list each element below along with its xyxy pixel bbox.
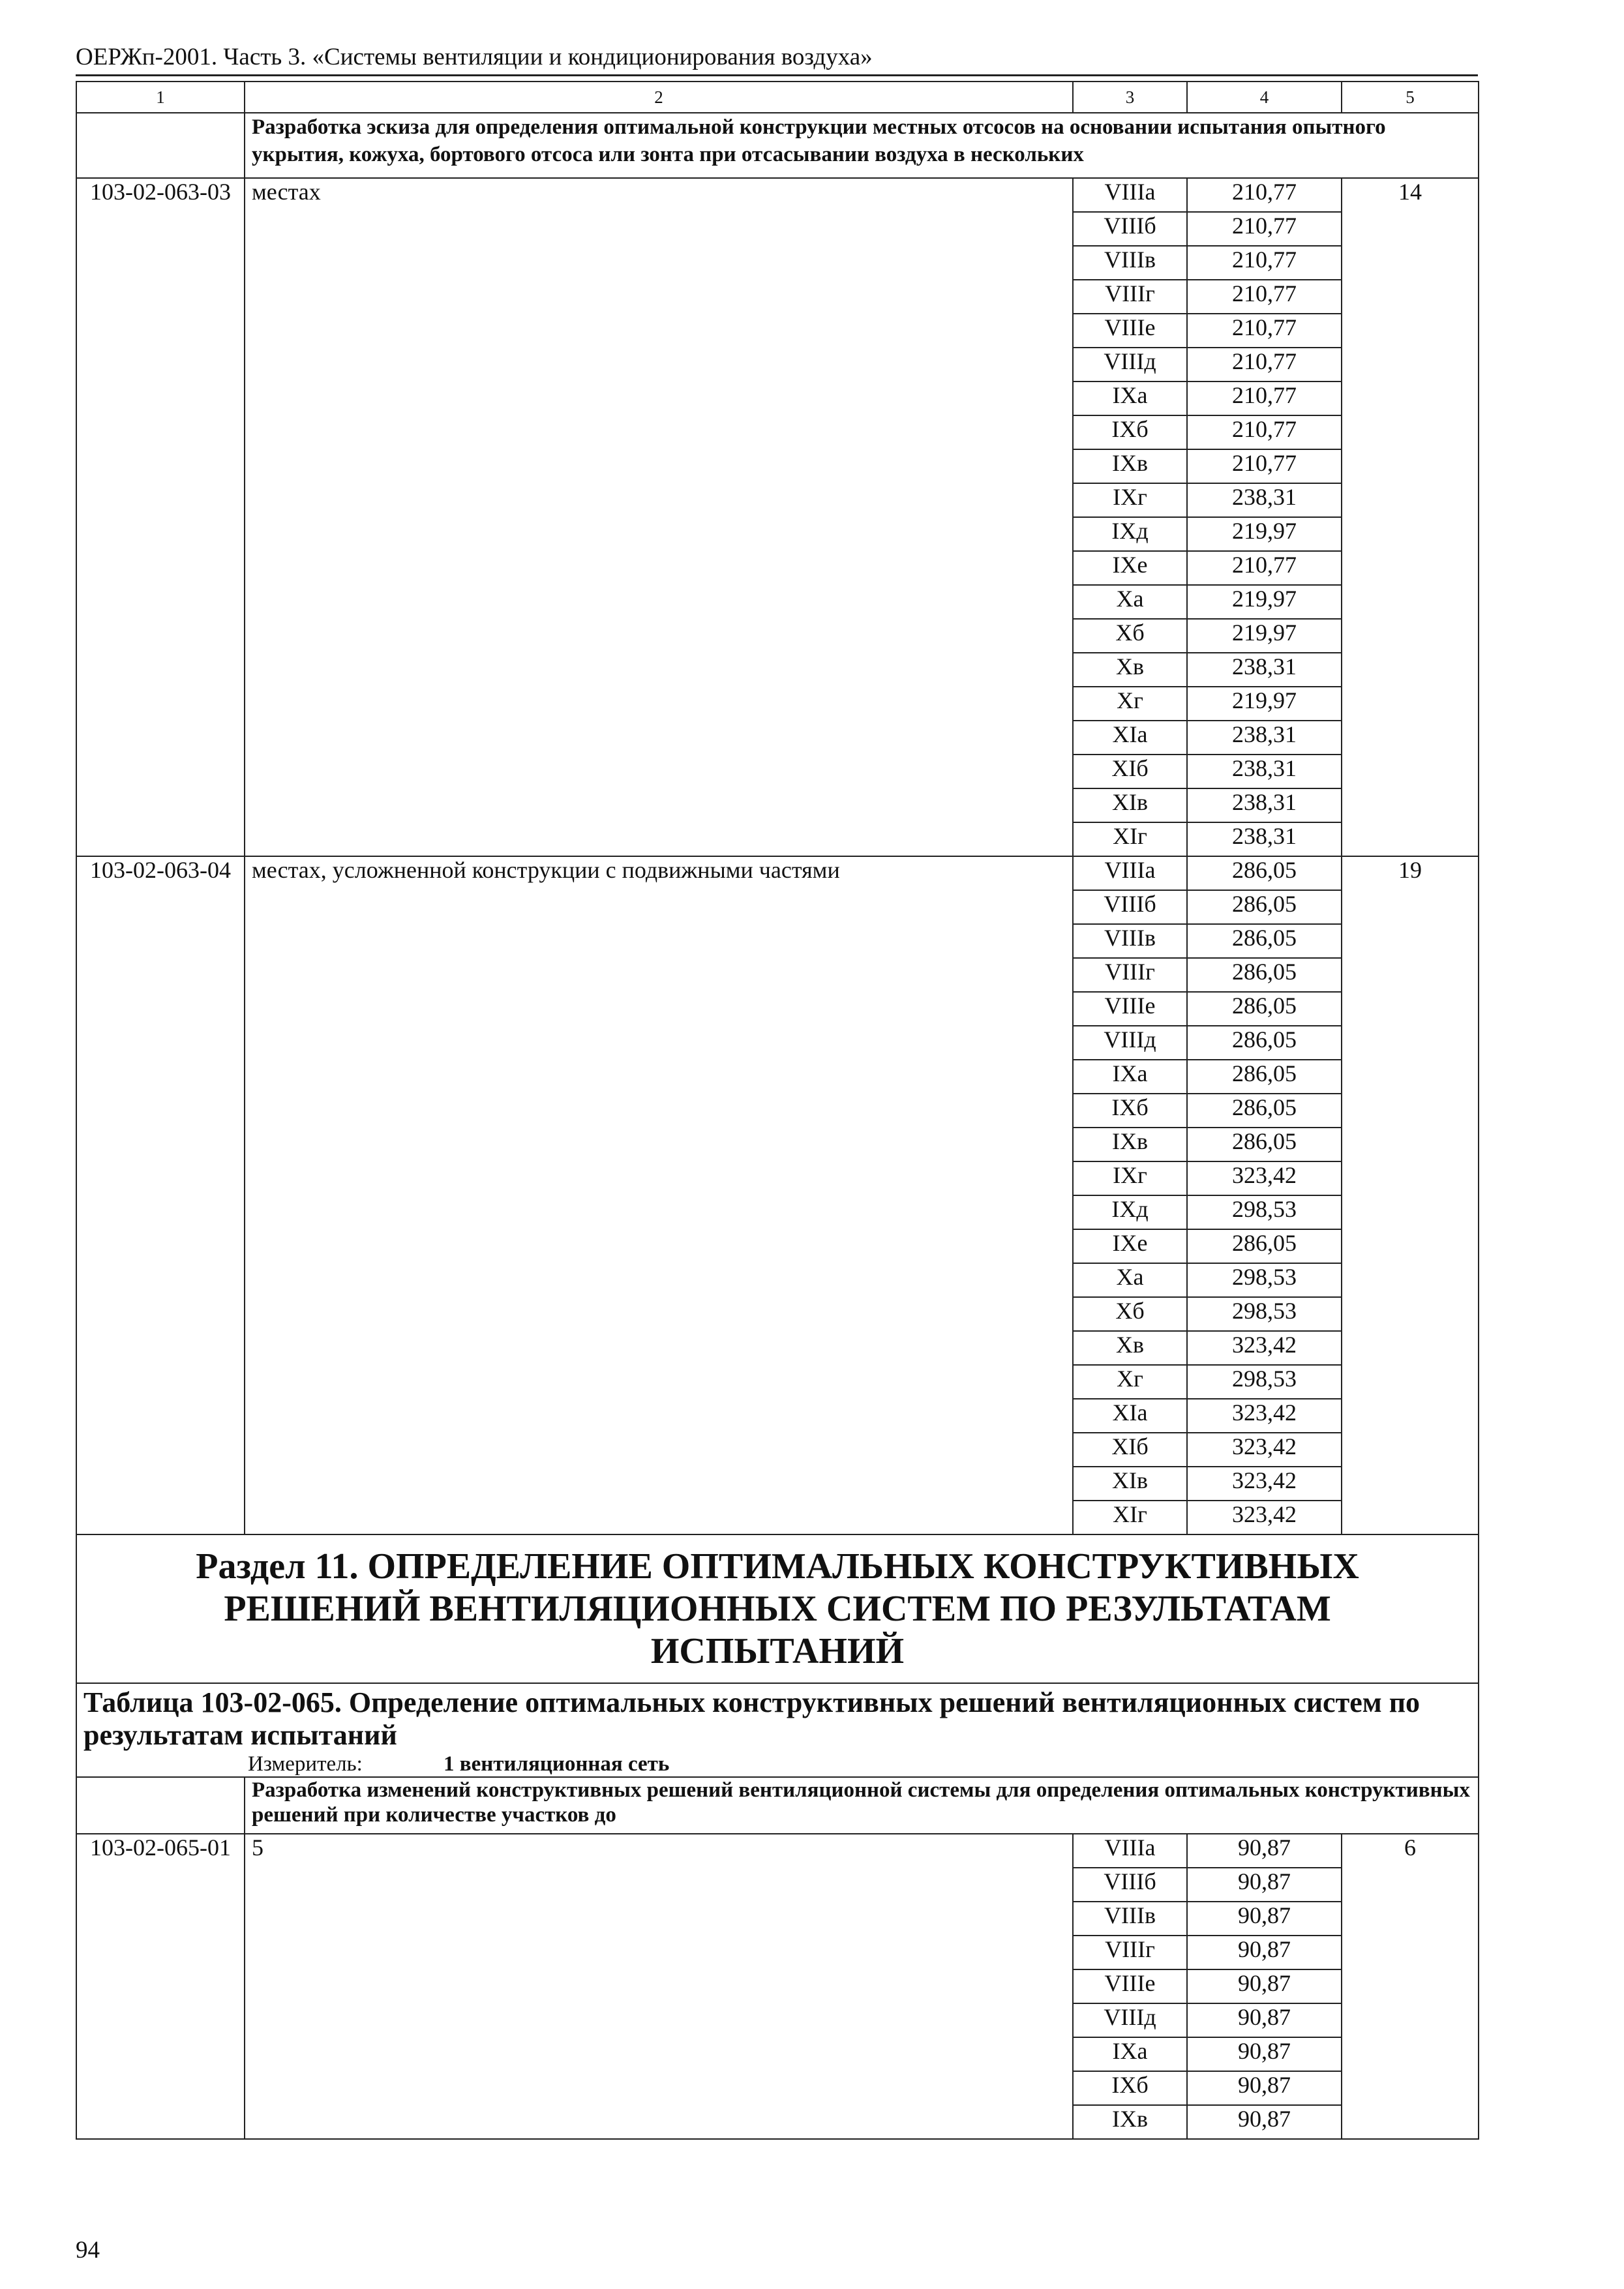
column-number-row: [76, 82, 1479, 113]
rate-code: 103-02-063-03: [76, 178, 245, 856]
rate-category: VIIIд: [1073, 348, 1187, 382]
rate-value: 286,05: [1187, 890, 1342, 924]
rate-value: 286,05: [1187, 1060, 1342, 1094]
rate-value: 298,53: [1187, 1297, 1342, 1331]
measure-label: Измеритель:: [248, 1752, 363, 1776]
rate-value: 286,05: [1187, 1229, 1342, 1263]
page-header: ОЕРЖп-2001. Часть 3. «Системы вентиляции и кондиционирования воздуха»: [76, 44, 873, 70]
rate-value: 323,42: [1187, 1501, 1342, 1534]
rate-category: XIг: [1073, 822, 1187, 856]
rate-value: 219,97: [1187, 687, 1342, 721]
rate-value: 90,87: [1187, 2071, 1342, 2105]
column-number: 5: [1342, 82, 1479, 113]
rate-value: 219,97: [1187, 619, 1342, 653]
rate-category: IXe: [1073, 551, 1187, 585]
rate-value: 90,87: [1187, 1969, 1342, 2003]
rate-category: VIIIa: [1073, 856, 1187, 890]
rate-value: 219,97: [1187, 517, 1342, 551]
rate-category: XIб: [1073, 1433, 1187, 1467]
rate-value: 90,87: [1187, 2037, 1342, 2071]
rate-category: IXг: [1073, 483, 1187, 517]
rate-description: 5: [245, 1834, 1073, 2139]
rate-category: Xб: [1073, 1297, 1187, 1331]
rate-value: 323,42: [1187, 1399, 1342, 1433]
rate-value: 323,42: [1187, 1467, 1342, 1501]
table-row: [76, 856, 1479, 890]
rate-category: IXг: [1073, 1161, 1187, 1195]
group-heading-empty-cell: [76, 113, 245, 178]
rate-value: 286,05: [1187, 856, 1342, 890]
rate-value: 286,05: [1187, 1026, 1342, 1060]
rate-category: XIв: [1073, 1467, 1187, 1501]
table-title-row: [76, 1683, 1479, 1752]
group-heading-empty-cell: [76, 1777, 245, 1834]
column-number: 2: [245, 82, 1073, 113]
rate-category: XIa: [1073, 1399, 1187, 1433]
rate-category: XIб: [1073, 755, 1187, 788]
column-number: 4: [1187, 82, 1342, 113]
rate-code: 103-02-063-04: [76, 856, 245, 1534]
measure-cell: [76, 1752, 1479, 1777]
rate-value: 238,31: [1187, 788, 1342, 822]
rate-value: 323,42: [1187, 1161, 1342, 1195]
rate-value: 323,42: [1187, 1433, 1342, 1467]
rate-category: IXб: [1073, 2071, 1187, 2105]
section-title: Раздел 11. ОПРЕДЕЛЕНИЕ ОПТИМАЛЬНЫХ КОНСТРУКТИВНЫХ РЕШЕНИЙ ВЕНТИЛЯЦИОННЫХ СИСТЕМ ПО РЕЗУЛЬТАТАМ ИСПЫТАНИЙ: [76, 1534, 1479, 1683]
rate-category: VIIIб: [1073, 1868, 1187, 1902]
rate-category: Xб: [1073, 619, 1187, 653]
rate-category: IXa: [1073, 2037, 1187, 2071]
group-heading: Разработка изменений конструктивных решений вентиляционной системы для определения оптимальных конструктивных решений при количестве участков до: [245, 1777, 1479, 1834]
rate-value: 210,77: [1187, 212, 1342, 246]
header-rule: [76, 74, 1478, 76]
rate-category: VIIIв: [1073, 924, 1187, 958]
rate-value: 238,31: [1187, 755, 1342, 788]
rate-category: IXв: [1073, 1128, 1187, 1161]
rate-column-5: 14: [1342, 178, 1479, 856]
rate-value: 298,53: [1187, 1195, 1342, 1229]
rate-value: 210,77: [1187, 551, 1342, 585]
rate-category: IXб: [1073, 415, 1187, 449]
group-heading-row: [76, 113, 1479, 178]
rate-value: 90,87: [1187, 1868, 1342, 1902]
rate-code: 103-02-065-01: [76, 1834, 245, 2139]
rate-value: 90,87: [1187, 1834, 1342, 1868]
rate-category: XIг: [1073, 1501, 1187, 1534]
rate-value: 298,53: [1187, 1263, 1342, 1297]
rate-category: IXв: [1073, 449, 1187, 483]
rate-value: 210,77: [1187, 415, 1342, 449]
measure-value: 1 вентиляционная сеть: [444, 1752, 670, 1776]
rate-category: Xa: [1073, 1263, 1187, 1297]
rate-category: IXд: [1073, 517, 1187, 551]
rate-category: IXa: [1073, 1060, 1187, 1094]
column-number: 1: [76, 82, 245, 113]
rate-category: VIIIг: [1073, 1936, 1187, 1969]
rate-value: 238,31: [1187, 653, 1342, 687]
page-number: 94: [76, 2237, 100, 2264]
rate-value: 286,05: [1187, 958, 1342, 992]
rate-value: 210,77: [1187, 382, 1342, 415]
column-number: 3: [1073, 82, 1187, 113]
rate-category: IXд: [1073, 1195, 1187, 1229]
rate-column-5: 19: [1342, 856, 1479, 1534]
rate-description: местах, усложненной конструкции с подвижными частями: [245, 856, 1073, 1534]
table-row: [76, 178, 1479, 212]
rate-category: VIIIв: [1073, 246, 1187, 280]
rate-category: VIIIe: [1073, 1969, 1187, 2003]
rate-category: XIв: [1073, 788, 1187, 822]
table-title: Таблица 103-02-065. Определение оптимальных конструктивных решений вентиляционных систем по результатам испытаний: [76, 1683, 1479, 1752]
rate-category: VIIIe: [1073, 314, 1187, 348]
rate-value: 210,77: [1187, 314, 1342, 348]
rate-category: IXб: [1073, 1094, 1187, 1128]
rate-value: 210,77: [1187, 246, 1342, 280]
rate-category: IXв: [1073, 2105, 1187, 2139]
rate-category: Xв: [1073, 653, 1187, 687]
rate-category: XIa: [1073, 721, 1187, 755]
rate-value: 286,05: [1187, 1094, 1342, 1128]
rate-value: 238,31: [1187, 721, 1342, 755]
rate-category: VIIIг: [1073, 958, 1187, 992]
rate-value: 286,05: [1187, 924, 1342, 958]
rate-category: VIIIa: [1073, 178, 1187, 212]
rate-category: IXe: [1073, 1229, 1187, 1263]
rate-category: VIIIд: [1073, 1026, 1187, 1060]
rate-category: VIIIд: [1073, 2003, 1187, 2037]
rates-table-body: [76, 82, 1479, 2139]
rate-value: 238,31: [1187, 822, 1342, 856]
rate-category: VIIIa: [1073, 1834, 1187, 1868]
group-heading-row: [76, 1777, 1479, 1834]
rate-category: VIIIe: [1073, 992, 1187, 1026]
group-heading: Разработка эскиза для определения оптимальной конструкции местных отсосов на основании испытания опытного укрытия, кожуха, бортового отсоса или зонта при отсасывании воздуха в нескольких: [245, 113, 1479, 178]
rate-value: 219,97: [1187, 585, 1342, 619]
rate-category: VIIIг: [1073, 280, 1187, 314]
rate-value: 323,42: [1187, 1331, 1342, 1365]
rate-category: Xг: [1073, 1365, 1187, 1399]
rate-value: 286,05: [1187, 992, 1342, 1026]
rate-category: VIIIб: [1073, 212, 1187, 246]
rate-value: 210,77: [1187, 449, 1342, 483]
rate-value: 90,87: [1187, 1936, 1342, 1969]
rate-category: Xв: [1073, 1331, 1187, 1365]
rate-value: 210,77: [1187, 280, 1342, 314]
rate-category: IXa: [1073, 382, 1187, 415]
section-title-row: [76, 1534, 1479, 1683]
rate-category: VIIIв: [1073, 1902, 1187, 1936]
rate-value: 298,53: [1187, 1365, 1342, 1399]
rate-column-5: 6: [1342, 1834, 1479, 2139]
rate-category: Xa: [1073, 585, 1187, 619]
rates-table: [76, 81, 1479, 2140]
rate-category: Xг: [1073, 687, 1187, 721]
rate-value: 210,77: [1187, 348, 1342, 382]
document-sheet: [76, 81, 1478, 2233]
rate-value: 90,87: [1187, 2105, 1342, 2139]
rate-value: 210,77: [1187, 178, 1342, 212]
measure-row: [76, 1752, 1479, 1777]
rate-value: 286,05: [1187, 1128, 1342, 1161]
table-row: [76, 1834, 1479, 1868]
rate-value: 90,87: [1187, 2003, 1342, 2037]
rate-value: 90,87: [1187, 1902, 1342, 1936]
rate-category: VIIIб: [1073, 890, 1187, 924]
rate-value: 238,31: [1187, 483, 1342, 517]
rate-description: местах: [245, 178, 1073, 856]
